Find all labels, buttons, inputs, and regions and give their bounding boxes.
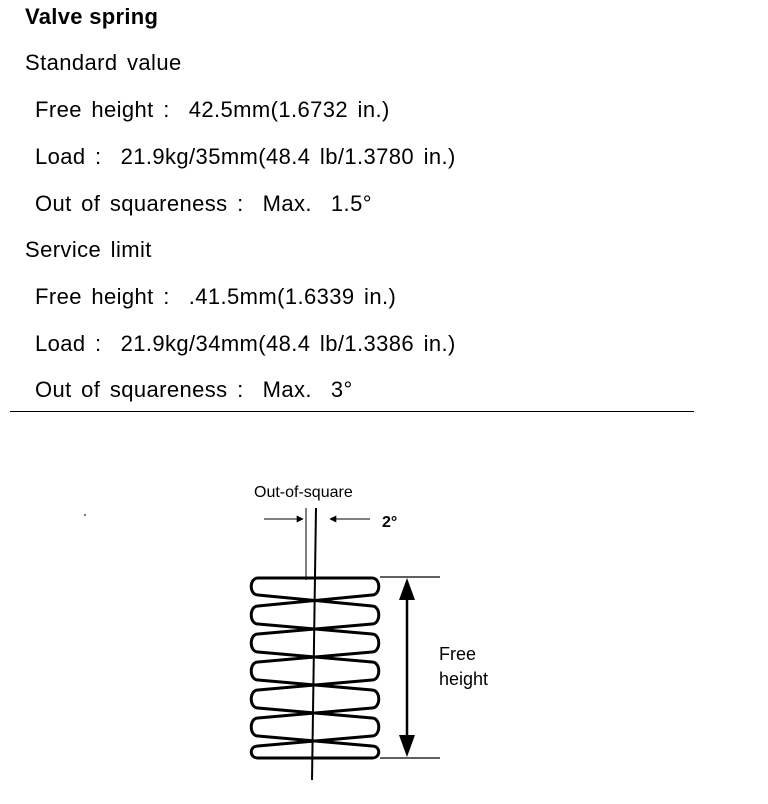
service-free-height: Free height : .41.5mm(1.6339 in.) — [35, 284, 397, 309]
free-height-label-line1: Free — [439, 644, 477, 664]
angle-label: 2° — [382, 514, 398, 531]
service-load: Load : 21.9kg/34mm(48.4 lb/1.3386 in.) — [35, 331, 456, 356]
service-limit-heading: Service limit — [25, 237, 152, 262]
free-height-arrow-down — [399, 735, 415, 757]
standard-value-heading: Standard value — [25, 50, 182, 75]
service-squareness: Out of squareness : Max. 3° — [35, 377, 353, 402]
free-height-label-line2: height — [439, 669, 489, 689]
standard-squareness: Out of squareness : Max. 1.5° — [35, 191, 372, 216]
standard-load: Load : 21.9kg/35mm(48.4 lb/1.3780 in.) — [35, 144, 456, 169]
page-title: Valve spring — [25, 4, 159, 29]
free-height-arrow-up — [399, 578, 415, 600]
out-of-square-label: Out-of-square — [254, 484, 353, 501]
spring-axis-line — [312, 508, 316, 780]
standard-free-height: Free height : 42.5mm(1.6732 in.) — [35, 97, 390, 122]
